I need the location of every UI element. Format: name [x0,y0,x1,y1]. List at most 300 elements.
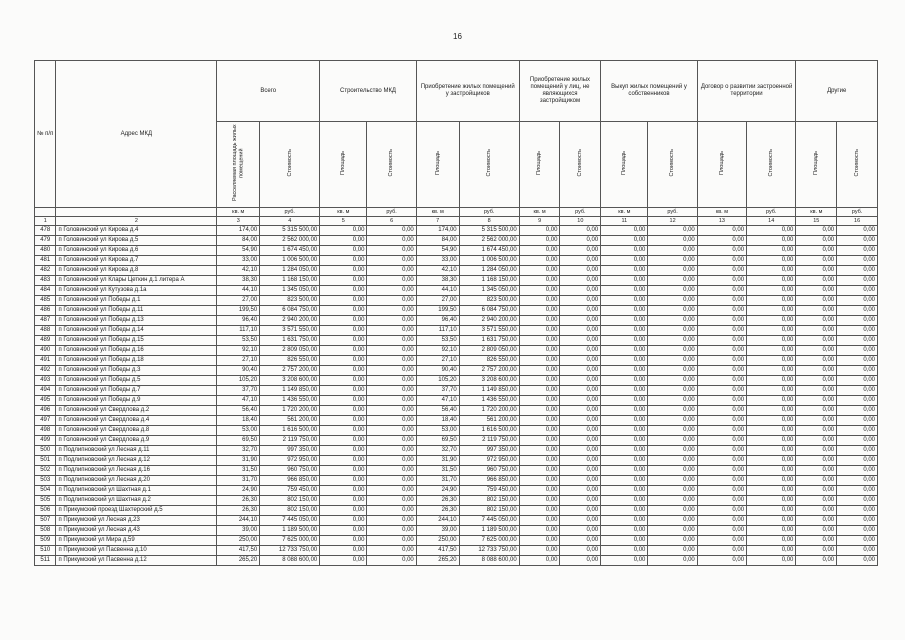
address-cell: п Головинский ул Победы д.11 [56,305,217,315]
other-area-cell: 0,00 [796,465,837,475]
construction-area-cell: 0,00 [320,445,367,455]
non-developer-cost-cell: 0,00 [560,255,601,265]
construction-cost-cell: 0,00 [367,505,416,515]
header-group-buyout: Выкуп жилых помещений у собственников [601,61,698,122]
development-cost-cell: 0,00 [747,295,796,305]
non-developer-area-cell: 0,00 [519,395,560,405]
total-cost-cell: 1 616 500,00 [260,425,320,435]
address-cell: п Прикумский ул Лесная д.43 [56,525,217,535]
other-cost-cell: 0,00 [837,345,878,355]
address-cell: п Головинский ул Победы д.14 [56,325,217,335]
construction-area-cell: 0,00 [320,375,367,385]
construction-area-cell: 0,00 [320,355,367,365]
buyout-cost-cell: 0,00 [648,405,697,415]
development-area-cell: 0,00 [697,275,746,285]
non-developer-cost-cell: 0,00 [560,295,601,305]
buyout-cost-cell: 0,00 [648,415,697,425]
construction-cost-cell: 0,00 [367,555,416,565]
developer-area-cell: 265,20 [416,555,459,565]
development-area-cell: 0,00 [697,475,746,485]
non-developer-area-cell: 0,00 [519,235,560,245]
other-cost-cell: 0,00 [837,275,878,285]
development-cost-cell: 0,00 [747,535,796,545]
header-area: Площадь [601,122,648,208]
total-area-cell: 26,30 [217,495,260,505]
row-number: 480 [35,245,56,255]
total-cost-cell: 3 208 600,00 [260,375,320,385]
buyout-area-cell: 0,00 [601,225,648,235]
other-area-cell: 0,00 [796,245,837,255]
developer-area-cell: 42,10 [416,265,459,275]
row-number: 498 [35,425,56,435]
developer-area-cell: 38,30 [416,275,459,285]
other-cost-cell: 0,00 [837,415,878,425]
non-developer-cost-cell: 0,00 [560,475,601,485]
non-developer-cost-cell: 0,00 [560,405,601,415]
unit-cost: руб. [837,207,878,216]
development-cost-cell: 0,00 [747,315,796,325]
non-developer-area-cell: 0,00 [519,455,560,465]
non-developer-area-cell: 0,00 [519,325,560,335]
total-cost-cell: 759 450,00 [260,485,320,495]
unit-cost: руб. [459,207,519,216]
other-area-cell: 0,00 [796,345,837,355]
total-cost-cell: 1 149 850,00 [260,385,320,395]
total-cost-cell: 2 940 200,00 [260,315,320,325]
development-cost-cell: 0,00 [747,415,796,425]
development-area-cell: 0,00 [697,465,746,475]
unit-cost: руб. [260,207,320,216]
construction-area-cell: 0,00 [320,505,367,515]
other-cost-cell: 0,00 [837,515,878,525]
header-area: Площадь [697,122,746,208]
developer-cost-cell: 6 084 750,00 [459,305,519,315]
construction-area-cell: 0,00 [320,245,367,255]
unit-area: кв. м [217,207,260,216]
buyout-area-cell: 0,00 [601,355,648,365]
header-group-non-developer: Приобретение жилых помещений у лиц, не являющихся застройщиком [519,61,601,122]
other-area-cell: 0,00 [796,265,837,275]
row-number: 492 [35,365,56,375]
other-cost-cell: 0,00 [837,305,878,315]
total-area-cell: 27,00 [217,295,260,305]
developer-area-cell: 31,70 [416,475,459,485]
other-area-cell: 0,00 [796,515,837,525]
construction-area-cell: 0,00 [320,525,367,535]
non-developer-area-cell: 0,00 [519,375,560,385]
non-developer-area-cell: 0,00 [519,305,560,315]
other-area-cell: 0,00 [796,285,837,295]
non-developer-area-cell: 0,00 [519,445,560,455]
non-developer-cost-cell: 0,00 [560,515,601,525]
total-area-cell: 44,10 [217,285,260,295]
row-number: 493 [35,375,56,385]
column-index: 3 [217,216,260,225]
page-number: 16 [453,32,462,41]
construction-cost-cell: 0,00 [367,415,416,425]
total-area-cell: 174,00 [217,225,260,235]
column-index: 8 [459,216,519,225]
row-number: 491 [35,355,56,365]
total-cost-cell: 1 674 450,00 [260,245,320,255]
other-area-cell: 0,00 [796,495,837,505]
buyout-cost-cell: 0,00 [648,345,697,355]
other-cost-cell: 0,00 [837,505,878,515]
other-area-cell: 0,00 [796,485,837,495]
development-area-cell: 0,00 [697,415,746,425]
construction-area-cell: 0,00 [320,465,367,475]
developer-area-cell: 69,50 [416,435,459,445]
total-cost-cell: 2 809 050,00 [260,345,320,355]
development-area-cell: 0,00 [697,335,746,345]
non-developer-area-cell: 0,00 [519,265,560,275]
other-area-cell: 0,00 [796,315,837,325]
construction-cost-cell: 0,00 [367,225,416,235]
non-developer-area-cell: 0,00 [519,525,560,535]
development-area-cell: 0,00 [697,555,746,565]
non-developer-area-cell: 0,00 [519,475,560,485]
construction-cost-cell: 0,00 [367,325,416,335]
buyout-area-cell: 0,00 [601,445,648,455]
address-cell: п Прикумский ул Лесная д.23 [56,515,217,525]
developer-area-cell: 92,10 [416,345,459,355]
developer-area-cell: 44,10 [416,285,459,295]
address-cell: п Подлипновский ул Лесная д.20 [56,475,217,485]
developer-area-cell: 32,70 [416,445,459,455]
developer-cost-cell: 1 284 050,00 [459,265,519,275]
developer-cost-cell: 1 720 200,00 [459,405,519,415]
row-number: 502 [35,465,56,475]
construction-cost-cell: 0,00 [367,455,416,465]
development-cost-cell: 0,00 [747,385,796,395]
construction-cost-cell: 0,00 [367,545,416,555]
other-area-cell: 0,00 [796,505,837,515]
buyout-area-cell: 0,00 [601,475,648,485]
table-row [35,485,878,495]
total-cost-cell: 1 006 500,00 [260,255,320,265]
development-cost-cell: 0,00 [747,555,796,565]
row-number: 481 [35,255,56,265]
total-cost-cell: 1 720 200,00 [260,405,320,415]
developer-cost-cell: 8 088 600,00 [459,555,519,565]
row-number: 511 [35,555,56,565]
column-index: 4 [260,216,320,225]
non-developer-cost-cell: 0,00 [560,525,601,535]
construction-area-cell: 0,00 [320,235,367,245]
buyout-cost-cell: 0,00 [648,335,697,345]
table-row [35,495,878,505]
non-developer-cost-cell: 0,00 [560,275,601,285]
address-cell: п Подлипновский ул Шахтная д.1 [56,485,217,495]
developer-cost-cell: 561 200,00 [459,415,519,425]
construction-area-cell: 0,00 [320,225,367,235]
development-area-cell: 0,00 [697,265,746,275]
development-area-cell: 0,00 [697,315,746,325]
non-developer-cost-cell: 0,00 [560,285,601,295]
total-area-cell: 38,30 [217,275,260,285]
unit-cost: руб. [367,207,416,216]
header-cost: Стоимость [459,122,519,208]
table-row [35,425,878,435]
buyout-cost-cell: 0,00 [648,475,697,485]
non-developer-cost-cell: 0,00 [560,425,601,435]
non-developer-cost-cell: 0,00 [560,395,601,405]
developer-cost-cell: 1 674 450,00 [459,245,519,255]
total-cost-cell: 1 631 750,00 [260,335,320,345]
development-cost-cell: 0,00 [747,255,796,265]
developer-cost-cell: 2 809 050,00 [459,345,519,355]
header-area: Площадь [320,122,367,208]
total-area-cell: 32,70 [217,445,260,455]
other-area-cell: 0,00 [796,385,837,395]
column-index: 15 [796,216,837,225]
row-number: 489 [35,335,56,345]
buyout-area-cell: 0,00 [601,305,648,315]
developer-area-cell: 53,50 [416,335,459,345]
construction-area-cell: 0,00 [320,545,367,555]
construction-area-cell: 0,00 [320,345,367,355]
development-area-cell: 0,00 [697,345,746,355]
other-cost-cell: 0,00 [837,385,878,395]
development-cost-cell: 0,00 [747,365,796,375]
total-cost-cell: 12 733 750,00 [260,545,320,555]
other-area-cell: 0,00 [796,355,837,365]
column-index: 12 [648,216,697,225]
buyout-cost-cell: 0,00 [648,325,697,335]
other-cost-cell: 0,00 [837,555,878,565]
header-group-construction: Строительство МКД [320,61,417,122]
construction-cost-cell: 0,00 [367,385,416,395]
non-developer-cost-cell: 0,00 [560,545,601,555]
developer-area-cell: 250,00 [416,535,459,545]
non-developer-area-cell: 0,00 [519,355,560,365]
non-developer-area-cell: 0,00 [519,425,560,435]
development-area-cell: 0,00 [697,325,746,335]
total-area-cell: 417,50 [217,545,260,555]
other-cost-cell: 0,00 [837,445,878,455]
developer-cost-cell: 997 350,00 [459,445,519,455]
non-developer-cost-cell: 0,00 [560,445,601,455]
non-developer-area-cell: 0,00 [519,535,560,545]
non-developer-area-cell: 0,00 [519,485,560,495]
address-cell: п Головинский ул Победы д.18 [56,355,217,365]
development-cost-cell: 0,00 [747,525,796,535]
construction-area-cell: 0,00 [320,475,367,485]
construction-area-cell: 0,00 [320,315,367,325]
total-cost-cell: 1 168 150,00 [260,275,320,285]
table-row [35,535,878,545]
buyout-cost-cell: 0,00 [648,465,697,475]
row-number: 510 [35,545,56,555]
row-number: 487 [35,315,56,325]
construction-cost-cell: 0,00 [367,515,416,525]
non-developer-cost-cell: 0,00 [560,235,601,245]
developer-area-cell: 53,00 [416,425,459,435]
column-index: 1 [35,216,56,225]
development-area-cell: 0,00 [697,255,746,265]
unit-area: кв. м [601,207,648,216]
other-cost-cell: 0,00 [837,485,878,495]
developer-area-cell: 31,90 [416,455,459,465]
address-cell: п Головинский ул Свердлова д.8 [56,425,217,435]
other-cost-cell: 0,00 [837,465,878,475]
other-cost-cell: 0,00 [837,225,878,235]
unit-area: кв. м [416,207,459,216]
non-developer-cost-cell: 0,00 [560,375,601,385]
table-row [35,275,878,285]
total-cost-cell: 997 350,00 [260,445,320,455]
address-cell: п Прикумский ул Пасвенна д.12 [56,555,217,565]
total-cost-cell: 960 750,00 [260,465,320,475]
development-area-cell: 0,00 [697,245,746,255]
other-area-cell: 0,00 [796,325,837,335]
development-area-cell: 0,00 [697,495,746,505]
other-area-cell: 0,00 [796,525,837,535]
non-developer-cost-cell: 0,00 [560,345,601,355]
buyout-area-cell: 0,00 [601,385,648,395]
other-area-cell: 0,00 [796,545,837,555]
buyout-area-cell: 0,00 [601,395,648,405]
non-developer-cost-cell: 0,00 [560,335,601,345]
development-area-cell: 0,00 [697,525,746,535]
developer-area-cell: 31,50 [416,465,459,475]
buyout-cost-cell: 0,00 [648,225,697,235]
table-row [35,265,878,275]
non-developer-cost-cell: 0,00 [560,465,601,475]
developer-area-cell: 27,10 [416,355,459,365]
non-developer-cost-cell: 0,00 [560,265,601,275]
units-row [35,207,878,216]
development-area-cell: 0,00 [697,405,746,415]
other-cost-cell: 0,00 [837,525,878,535]
development-area-cell: 0,00 [697,285,746,295]
total-cost-cell: 7 445 050,00 [260,515,320,525]
construction-area-cell: 0,00 [320,395,367,405]
other-cost-cell: 0,00 [837,545,878,555]
non-developer-cost-cell: 0,00 [560,245,601,255]
construction-cost-cell: 0,00 [367,405,416,415]
construction-cost-cell: 0,00 [367,495,416,505]
buyout-cost-cell: 0,00 [648,495,697,505]
development-cost-cell: 0,00 [747,445,796,455]
row-number: 488 [35,325,56,335]
total-cost-cell: 8 088 600,00 [260,555,320,565]
row-number: 485 [35,295,56,305]
construction-area-cell: 0,00 [320,425,367,435]
buyout-cost-cell: 0,00 [648,395,697,405]
unit-cost: руб. [560,207,601,216]
other-cost-cell: 0,00 [837,435,878,445]
buyout-cost-cell: 0,00 [648,315,697,325]
developer-area-cell: 27,00 [416,295,459,305]
other-area-cell: 0,00 [796,555,837,565]
buyout-area-cell: 0,00 [601,455,648,465]
address-cell: п Головинский ул Кирова д.4 [56,225,217,235]
buyout-area-cell: 0,00 [601,375,648,385]
development-cost-cell: 0,00 [747,265,796,275]
row-number: 507 [35,515,56,525]
developer-cost-cell: 7 445 050,00 [459,515,519,525]
address-cell: п Головинский ул Кирова д.8 [56,265,217,275]
non-developer-area-cell: 0,00 [519,515,560,525]
total-area-cell: 18,40 [217,415,260,425]
non-developer-area-cell: 0,00 [519,345,560,355]
non-developer-cost-cell: 0,00 [560,365,601,375]
construction-area-cell: 0,00 [320,555,367,565]
total-area-cell: 69,50 [217,435,260,445]
non-developer-area-cell: 0,00 [519,545,560,555]
construction-area-cell: 0,00 [320,415,367,425]
other-cost-cell: 0,00 [837,235,878,245]
developer-area-cell: 24,90 [416,485,459,495]
development-cost-cell: 0,00 [747,405,796,415]
unit-area: кв. м [320,207,367,216]
developer-area-cell: 47,10 [416,395,459,405]
table-row [35,225,878,235]
header-cost: Стоимость [648,122,697,208]
construction-cost-cell: 0,00 [367,355,416,365]
address-cell: п Головинский ул Победы д.1 [56,295,217,305]
developer-cost-cell: 2 757 200,00 [459,365,519,375]
non-developer-area-cell: 0,00 [519,315,560,325]
non-developer-cost-cell: 0,00 [560,435,601,445]
table-row [35,525,878,535]
address-cell: п Головинский ул Свердлова д.4 [56,415,217,425]
address-cell: п Подлипновский ул Шахтная д.2 [56,495,217,505]
total-cost-cell: 802 150,00 [260,505,320,515]
other-cost-cell: 0,00 [837,245,878,255]
buyout-cost-cell: 0,00 [648,515,697,525]
buyout-cost-cell: 0,00 [648,305,697,315]
development-cost-cell: 0,00 [747,275,796,285]
total-area-cell: 117,10 [217,325,260,335]
other-area-cell: 0,00 [796,405,837,415]
row-number: 494 [35,385,56,395]
development-cost-cell: 0,00 [747,475,796,485]
development-area-cell: 0,00 [697,455,746,465]
developer-cost-cell: 3 571 550,00 [459,325,519,335]
total-cost-cell: 1 436 550,00 [260,395,320,405]
development-area-cell: 0,00 [697,485,746,495]
buyout-area-cell: 0,00 [601,555,648,565]
developer-cost-cell: 12 733 750,00 [459,545,519,555]
total-cost-cell: 1 284 050,00 [260,265,320,275]
row-number: 482 [35,265,56,275]
buyout-cost-cell: 0,00 [648,275,697,285]
total-cost-cell: 823 500,00 [260,295,320,305]
development-cost-cell: 0,00 [747,485,796,495]
header-group-developer: Приобретение жилых помещений у застройщиков [416,61,519,122]
address-cell: п Головинский ул Кутузова д.1а [56,285,217,295]
developer-cost-cell: 1 631 750,00 [459,335,519,345]
total-area-cell: 90,40 [217,365,260,375]
other-area-cell: 0,00 [796,435,837,445]
development-cost-cell: 0,00 [747,225,796,235]
non-developer-cost-cell: 0,00 [560,455,601,465]
total-cost-cell: 1 345 050,00 [260,285,320,295]
table-row [35,505,878,515]
total-cost-cell: 5 315 500,00 [260,225,320,235]
non-developer-area-cell: 0,00 [519,255,560,265]
development-cost-cell: 0,00 [747,345,796,355]
other-area-cell: 0,00 [796,235,837,245]
row-number: 503 [35,475,56,485]
construction-cost-cell: 0,00 [367,375,416,385]
other-cost-cell: 0,00 [837,255,878,265]
developer-area-cell: 37,70 [416,385,459,395]
non-developer-area-cell: 0,00 [519,555,560,565]
header-cost: Стоимость [367,122,416,208]
